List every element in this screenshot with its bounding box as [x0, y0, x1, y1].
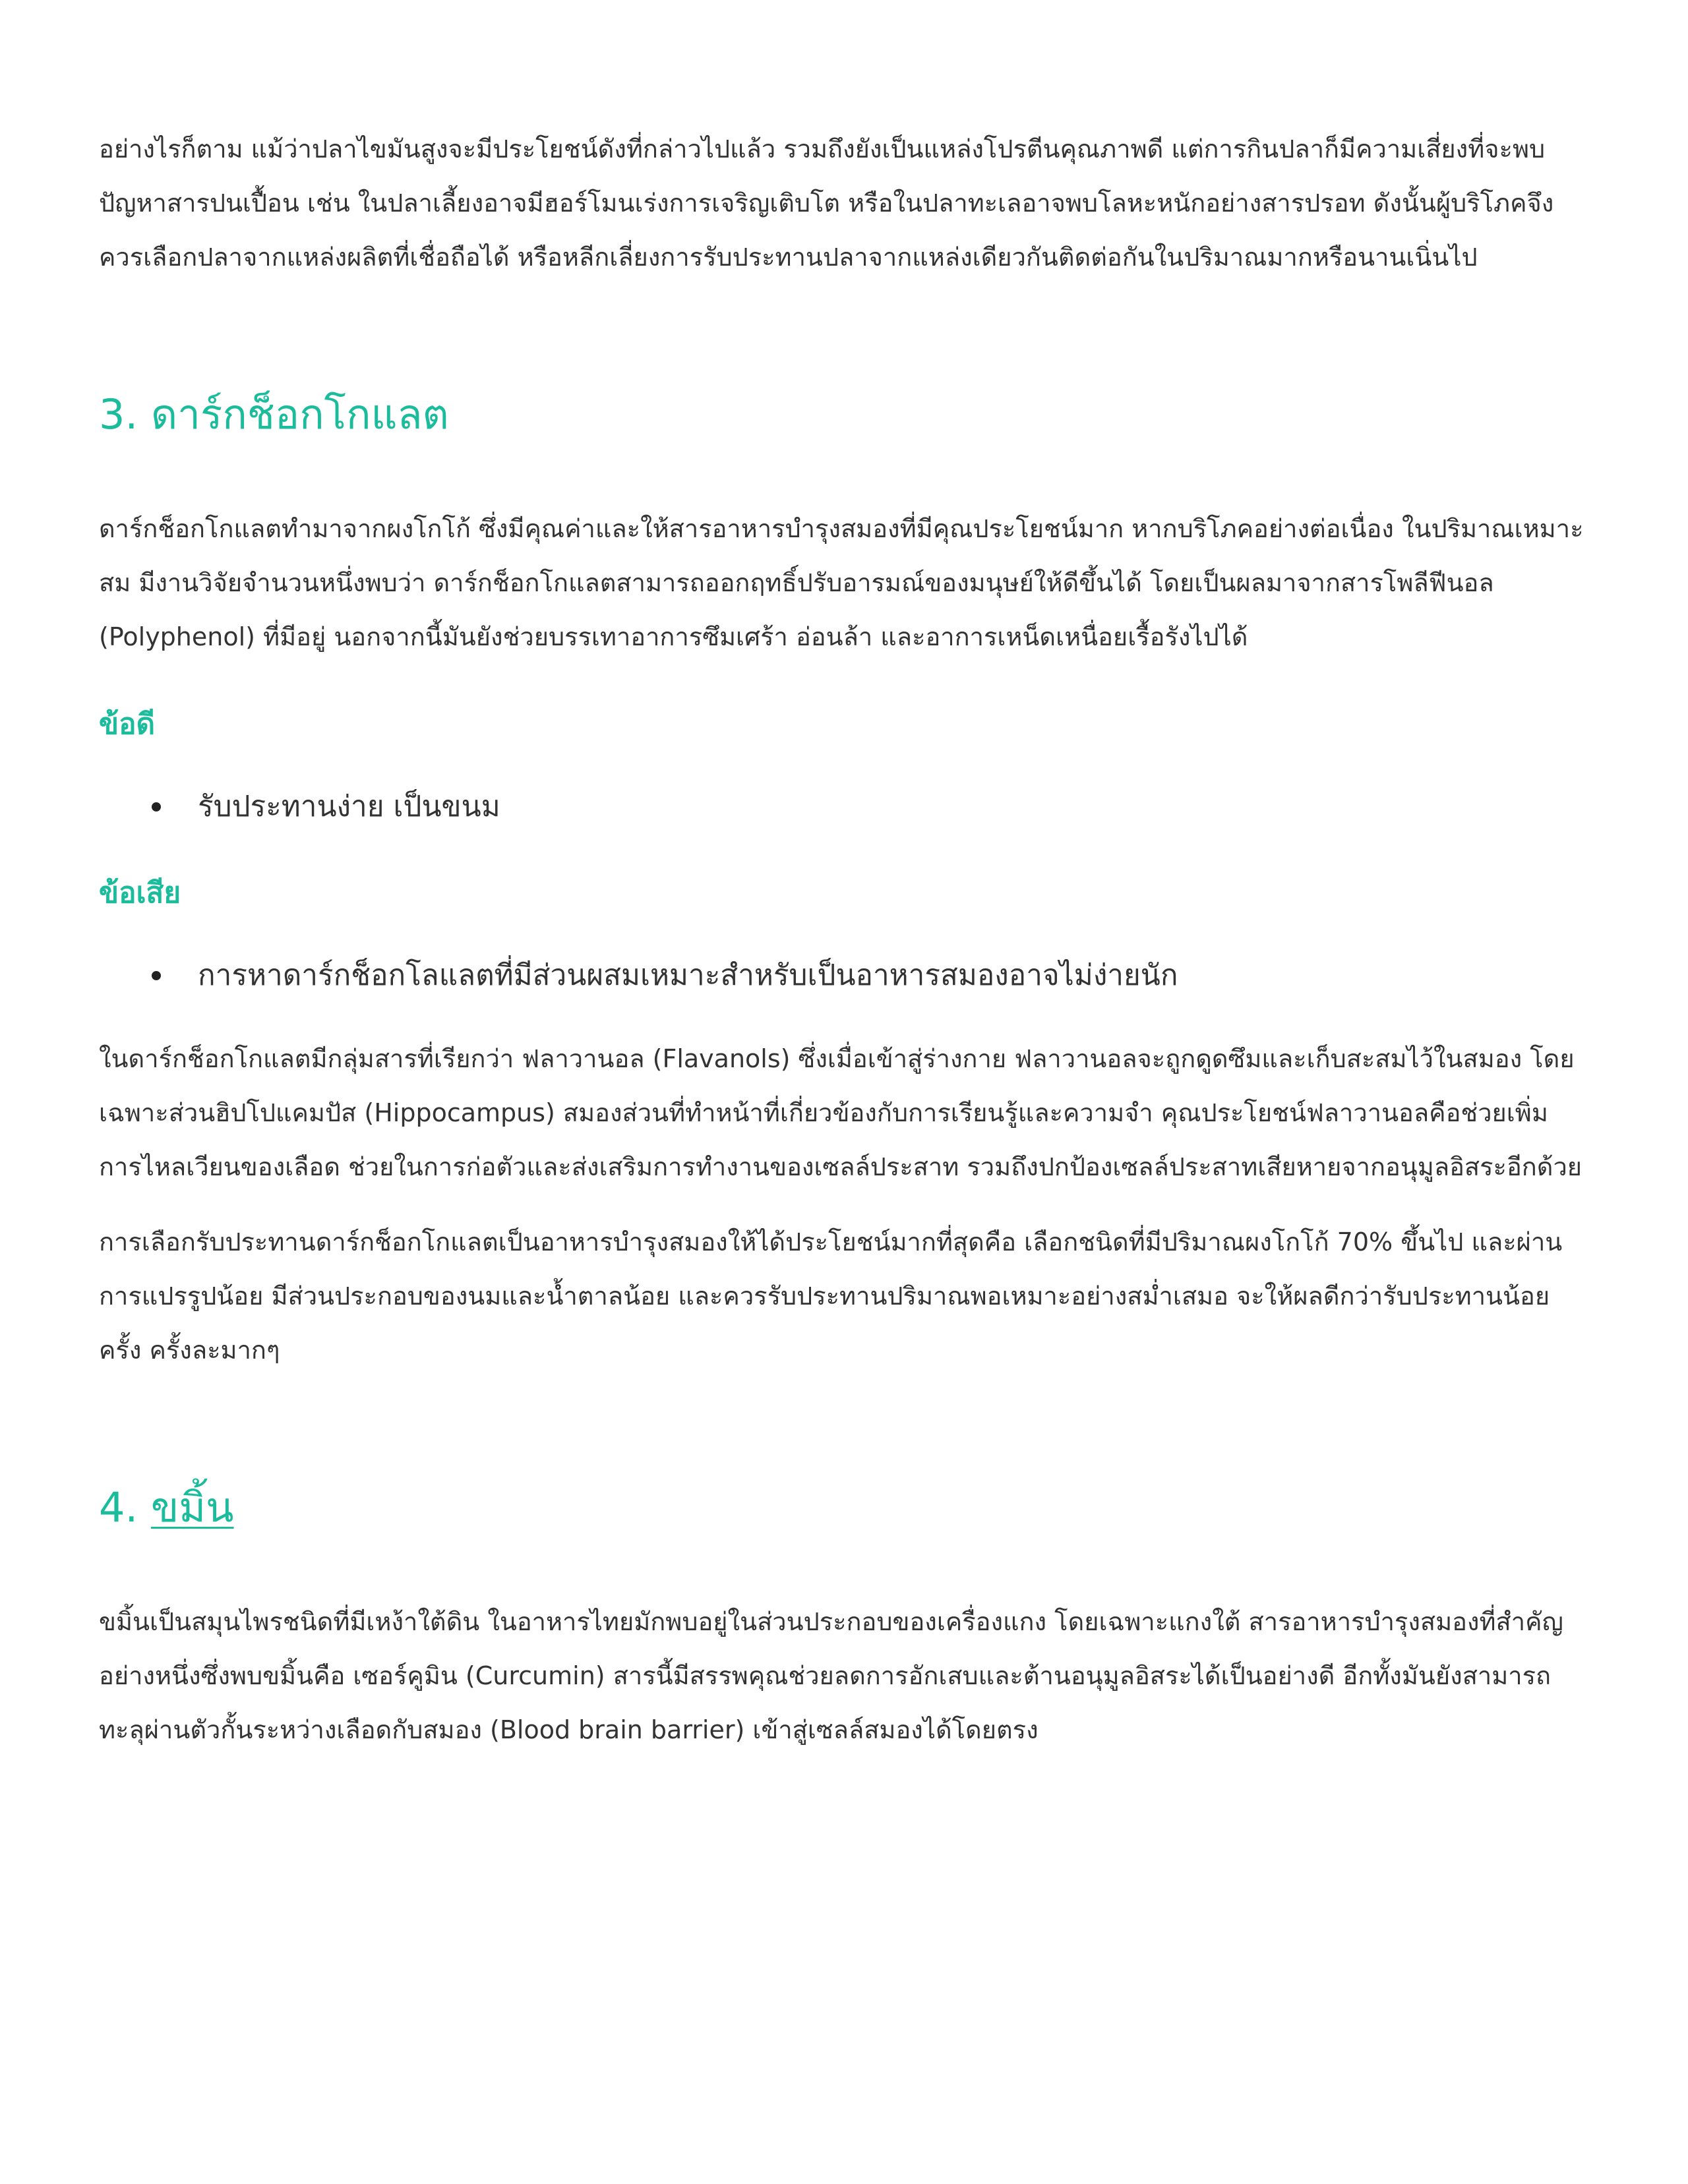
- cons-list: [99, 947, 1589, 1004]
- cons-item-text: การหาดาร์กช็อกโลแลตที่มีส่วนผสมเหมาะสำหรับเป็นอาหารสมองอาจไม่ง่ายนัก: [198, 959, 1178, 992]
- pros-list: [99, 779, 1589, 835]
- pros-item-text: รับประทานง่าย เป็นขนม: [198, 790, 500, 823]
- bullet-icon: [152, 971, 161, 980]
- article-body: [99, 122, 1589, 1757]
- pros-heading: ข้อดี: [99, 707, 156, 741]
- intro-paragraph: อย่างไรก็ตาม แม้ว่าปลาไขมันสูงจะมีประโยชน์ดังที่กล่าวไปแล้ว รวมถึงยังเป็นแหล่งโปรตีนคุณภาพดี แต่การกินปลาก็มีความเสี่ยงที่จะพบปัญหาสารปนเปื้อน เช่น ในปลาเลี้ยงอาจมีฮอร์โมนเร่งการเจริญเติบโต หรือในปลาทะเลอาจพบโลหะหนักอย่างสารปรอท ดังนั้นผู้บริโภคจึงควรเลือกปลาจากแหล่งผลิตที่เชื่อถือได้ หรือหลีกเลี่ยงการรับประทานปลาจากแหล่งเดียวกันติดต่อกันในปริมาณมากหรือนานเนิ่นไป: [99, 134, 1554, 272]
- section-3-title: ดาร์กช็อกโกแลต: [150, 390, 449, 438]
- section-4-heading: [99, 1476, 1589, 1539]
- list-item: [99, 779, 1589, 835]
- section-4-number: 4.: [99, 1483, 138, 1531]
- bullet-icon: [152, 802, 161, 812]
- section-3-paragraph-1: ดาร์กช็อกโกแลตทำมาจากผงโกโก้ ซึ่งมีคุณค่าและให้สารอาหารบำรุงสมองที่มีคุณประโยชน์มาก หากบริโภคอย่างต่อเนื่อง ในปริมาณเหมาะสม มีงานวิจัยจำนวนหนึ่งพบว่า ดาร์กช็อกโกแลตสามารถออกฤทธิ์ปรับอารมณ์ของมนุษย์ให้ดีขึ้นได้ โดยเป็นผลมาจากสารโพลีฟีนอล (Polyphenol) ที่มีอยู่ นอกจากนี้มันยังช่วยบรรเทาอาการซึมเศร้า อ่อนล้า และอาการเหน็ดเหนื่อยเรื้อรังไปได้: [99, 514, 1584, 651]
- section-4-title-link[interactable]: ขมิ้น: [150, 1483, 234, 1531]
- section-3-number: 3.: [99, 390, 138, 438]
- section-3-paragraph-3: การเลือกรับประทานดาร์กช็อกโกแลตเป็นอาหารบำรุงสมองให้ได้ประโยชน์มากที่สุดคือ เลือกชนิดที่มีปริมาณผงโกโก้ 70% ขึ้นไป และผ่านการแปรรูปน้อย มีส่วนประกอบของนมและน้ำตาลน้อย และควรรับประทานปริมาณพอเหมาะอย่างสม่ำเสมอ จะให้ผลดีกว่ารับประทานน้อยครั้ง ครั้งละมากๆ: [99, 1227, 1563, 1365]
- section-3-paragraph-2: ในดาร์กช็อกโกแลตมีกลุ่มสารที่เรียกว่า ฟลาวานอล (Flavanols) ซึ่งเมื่อเข้าสู่ร่างกาย ฟลาวานอลจะถูกดูดซึมและเก็บสะสมไว้ในสมอง โดยเฉพาะส่วนฮิปโปแคมปัส (Hippocampus) สมองส่วนที่ทำหน้าที่เกี่ยวข้องกับการเรียนรู้และความจำ คุณประโยชน์ฟลาวานอลคือช่วยเพิ่มการไหลเวียนของเลือด ช่วยในการก่อตัวและส่งเสริมการทำงานของเซลล์ประสาท รวมถึงปกป้องเซลล์ประสาทเสียหายจากอนุมูลอิสระอีกด้วย: [99, 1044, 1582, 1181]
- section-4-paragraph-1: ขมิ้นเป็นสมุนไพรชนิดที่มีเหง้าใต้ดิน ในอาหารไทยมักพบอยู่ในส่วนประกอบของเครื่องแกง โดยเฉพาะแกงใต้ สารอาหารบำรุงสมองที่สำคัญอย่างหนึ่งซึ่งพบขมิ้นคือ เซอร์คูมิน (Curcumin) สารนี้มีสรรพคุณช่วยลดการอักเสบและต้านอนุมูลอิสระได้เป็นอย่างดี อีกทั้งมันยังสามารถทะลุผ่านตัวกั้นระหว่างเลือดกับสมอง (Blood brain barrier) เข้าสู่เซลล์สมองได้โดยตรง: [99, 1607, 1563, 1744]
- cons-heading: ข้อเสีย: [99, 876, 181, 910]
- list-item: [99, 947, 1589, 1004]
- section-3-heading: [99, 383, 1589, 446]
